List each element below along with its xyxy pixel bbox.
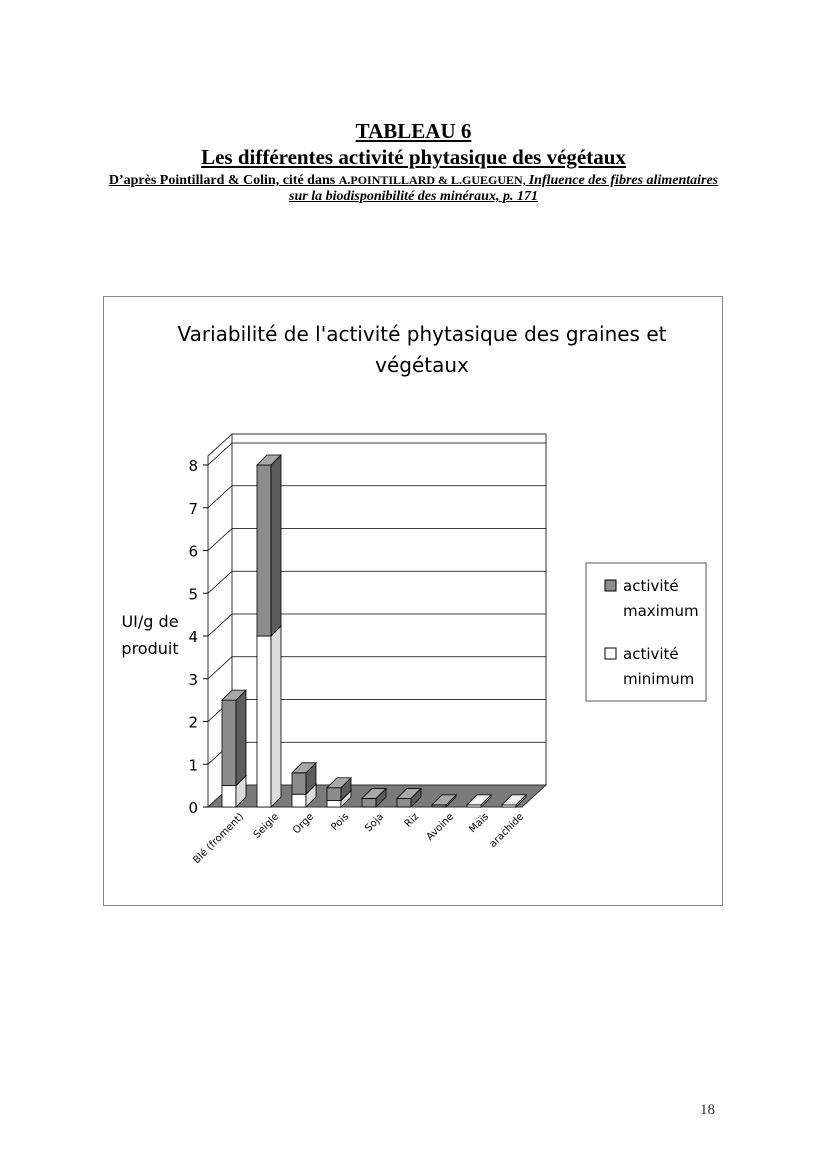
chart-title-line-1: Variabilité de l'activité phytasique des graines et — [177, 322, 667, 346]
bar-chart — [104, 297, 722, 905]
bar-minimum-side — [271, 626, 281, 807]
document-header — [100, 118, 727, 205]
x-tick-label: Riz — [402, 811, 422, 830]
bar-maximum-front — [362, 798, 376, 807]
x-tick-label: Blé (froment) — [191, 811, 247, 867]
bar-minimum-front — [292, 794, 306, 807]
bar-maximum — [222, 690, 246, 786]
y-tick-label: 3 — [188, 670, 198, 689]
x-tick-label: Seigle — [251, 811, 282, 841]
citation-authors: A.POINTILLARD & L.GUEGUEN, — [338, 173, 529, 187]
citation-work: Influence des fibres alimentaires sur la biodisponibilité des minéraux, p. 171 — [289, 173, 719, 204]
bar-minimum-front — [327, 801, 341, 807]
bar-maximum-side — [236, 690, 246, 786]
legend-swatch-maximum — [605, 580, 616, 591]
x-tick-label: Orge — [291, 811, 317, 837]
x-tick-label: Pois — [329, 811, 352, 834]
bar-maximum-front — [327, 788, 341, 801]
bar-minimum-front — [257, 636, 271, 807]
page-number: 18 — [700, 1102, 715, 1118]
y-tick-label: 7 — [188, 499, 198, 518]
y-tick-label: 5 — [188, 585, 198, 604]
legend-label-line-2: minimum — [623, 670, 695, 688]
chart-frame — [103, 296, 723, 906]
bar-maximum-front — [222, 700, 236, 786]
x-tick-label: Avoine — [424, 811, 457, 843]
source-citation — [100, 172, 727, 205]
bar-maximum-front — [397, 798, 411, 807]
bar-maximum-front — [257, 465, 271, 636]
legend-label-line-1: activité — [623, 645, 679, 663]
y-axis-label-line-1: UI/g de — [121, 612, 179, 631]
y-tick-label: 8 — [188, 457, 198, 475]
x-tick-label: arachide — [487, 811, 527, 850]
bar-minimum-front — [222, 786, 236, 807]
y-tick-label: 4 — [188, 628, 198, 646]
chart-title-line-2: végétaux — [375, 353, 469, 377]
y-tick-label: 0 — [188, 799, 198, 817]
legend-swatch-minimum — [605, 648, 616, 659]
bar-maximum-front — [292, 773, 306, 794]
x-tick-label: Soja — [363, 811, 387, 835]
citation-prefix: D’après Pointillard & Colin, cité dans — [108, 173, 339, 188]
table-title: Les différentes activité phytasique des végétaux — [201, 145, 626, 169]
y-tick-label: 1 — [188, 756, 198, 775]
bar-minimum — [257, 626, 281, 807]
y-axis-label-line-2: produit — [121, 639, 179, 658]
y-tick-label: 2 — [188, 713, 198, 732]
legend-label-line-1: activité — [623, 577, 679, 595]
y-tick-label: 6 — [188, 542, 198, 561]
legend-label-line-2: maximum — [623, 602, 699, 620]
x-tick-label: Maïs — [467, 811, 492, 836]
table-number: TABLEAU 6 — [355, 119, 472, 143]
bar-maximum — [257, 455, 281, 636]
bar-maximum-side — [271, 455, 281, 636]
